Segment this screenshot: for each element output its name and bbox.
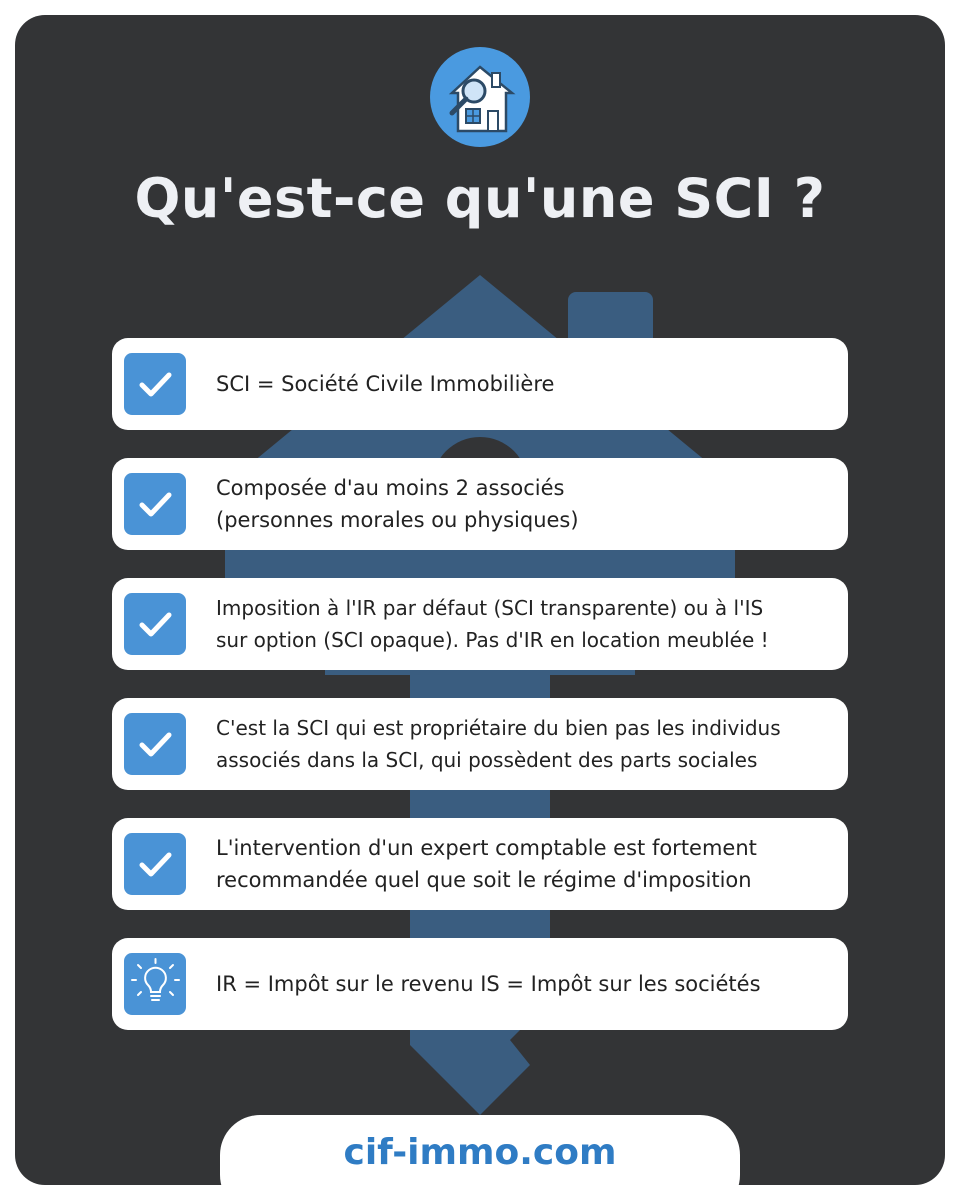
check-icon — [124, 593, 186, 655]
lightbulb-icon — [124, 953, 186, 1015]
list-item-line: (personnes morales ou physiques) — [216, 508, 579, 532]
list-item — [112, 338, 848, 430]
list-item-line: IR = Impôt sur le revenu IS = Impôt sur les sociétés — [216, 972, 761, 996]
list-item-line: sur option (SCI opaque). Pas d'IR en location meublée ! — [216, 628, 769, 652]
page-title: Qu'est-ce qu'une SCI ? — [134, 167, 826, 230]
list-item-text — [216, 458, 828, 550]
list-item-line: associés dans la SCI, qui possèdent des parts sociales — [216, 748, 758, 772]
list-item — [112, 458, 848, 550]
list-item-line: SCI = Société Civile Immobilière — [216, 372, 555, 396]
check-icon — [124, 473, 186, 535]
list-item — [112, 938, 848, 1030]
list-item-text — [216, 818, 828, 910]
list-item — [112, 698, 848, 790]
list-item-line: C'est la SCI qui est propriétaire du bien pas les individus — [216, 716, 781, 740]
infographic-card — [15, 15, 945, 1185]
list-item-line: L'intervention d'un expert comptable est fortement — [216, 836, 757, 860]
footer-website-pill[interactable] — [220, 1115, 740, 1185]
list-item-text — [216, 578, 828, 670]
list-item — [112, 818, 848, 910]
house-magnifier-icon — [430, 47, 530, 147]
website-link[interactable]: cif-immo.com — [343, 1132, 617, 1173]
list-item-line: Composée d'au moins 2 associés — [216, 476, 565, 500]
list-item-text — [216, 698, 828, 790]
check-icon — [124, 353, 186, 415]
list-item-text — [216, 938, 828, 1030]
list-item-line: recommandée quel que soit le régime d'imposition — [216, 868, 752, 892]
list-item-text — [216, 338, 828, 430]
list-item — [112, 578, 848, 670]
check-icon — [124, 713, 186, 775]
list-item-line: Imposition à l'IR par défaut (SCI transparente) ou à l'IS — [216, 596, 764, 620]
check-icon — [124, 833, 186, 895]
